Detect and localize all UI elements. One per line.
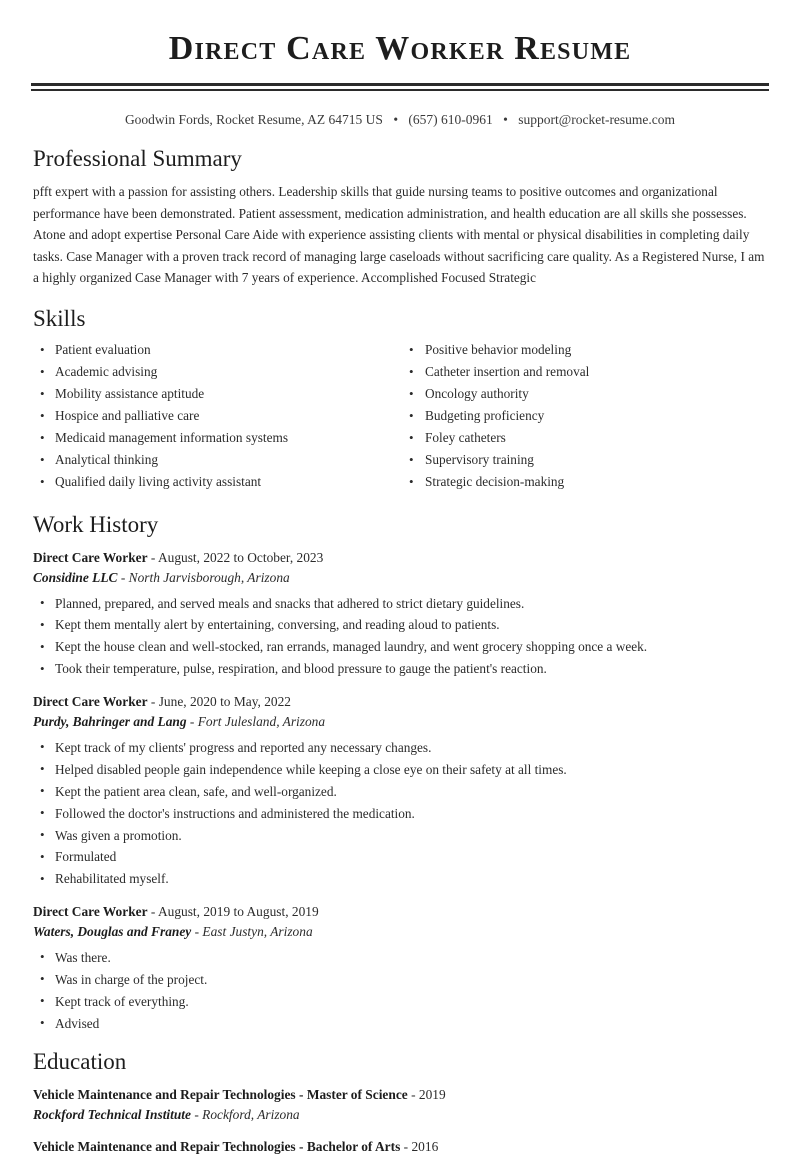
job-location: East Justyn, Arizona (202, 924, 313, 940)
list-item: • Oncology authority (400, 385, 769, 403)
list-item: • Patient evaluation (31, 341, 400, 359)
section-heading-summary: Professional Summary (33, 145, 242, 171)
education-entry-degree-line (33, 1137, 769, 1156)
work-entry (31, 548, 769, 678)
work-entry-title-line (33, 902, 769, 921)
skills-column-left (31, 341, 400, 495)
section-work-history (31, 511, 769, 1032)
list-item: • Was in charge of the project. (31, 971, 769, 989)
job-dates: June, 2020 to May, 2022 (158, 693, 292, 709)
contact-line (31, 111, 769, 129)
list-item: • Supervisory training (400, 451, 769, 469)
contact-email: support@rocket-resume.com (518, 112, 676, 128)
education-program: Vehicle Maintenance and Repair Technologies (33, 1138, 296, 1154)
list-item: • Strategic decision-making (400, 473, 769, 491)
job-bullet-list (31, 595, 769, 678)
job-title: Direct Care Worker (33, 693, 148, 709)
list-item: • Academic advising (31, 363, 400, 381)
education-dash: - (411, 1086, 416, 1102)
list-item: • Followed the doctor's instructions and administered the medication. (31, 805, 769, 823)
education-entry (31, 1085, 769, 1125)
list-item: • Planned, prepared, and served meals and snacks that adhered to strict dietary guidelines. (31, 595, 769, 613)
education-location: Rockford, Arizona (202, 1107, 300, 1123)
job-dash: - (189, 714, 195, 730)
job-location: North Jarvisborough, Arizona (128, 570, 290, 586)
header-divider (31, 83, 769, 91)
page-title: Direct Care Worker Resume (168, 30, 632, 67)
list-item: • Hospice and palliative care (31, 407, 400, 425)
job-dash: - (150, 549, 156, 565)
contact-phone: (657) 610-0961 (408, 112, 493, 128)
contact-separator-1: • (393, 112, 399, 128)
education-degree: Master of Science (306, 1086, 408, 1102)
skills-columns (31, 341, 769, 495)
work-entry-company-line (33, 568, 769, 587)
list-item: • Advised (31, 1015, 769, 1033)
job-title: Direct Care Worker (33, 903, 148, 919)
section-education (31, 1048, 769, 1156)
list-item: • Positive behavior modeling (400, 341, 769, 359)
job-dash: - (120, 570, 126, 586)
work-entry-company-line (33, 712, 769, 731)
education-entry-school-line (33, 1105, 769, 1124)
education-year: 2019 (418, 1086, 446, 1102)
job-dash: - (150, 903, 156, 919)
list-item: • Kept them mentally alert by entertaining, conversing, and reading aloud to patients. (31, 616, 769, 634)
job-dates: August, 2022 to October, 2023 (157, 549, 324, 565)
job-dash: - (150, 693, 156, 709)
skills-list-right (400, 341, 769, 490)
education-entry (31, 1137, 769, 1156)
skills-column-right (400, 341, 769, 495)
section-heading-education: Education (33, 1049, 127, 1075)
list-item: • Budgeting proficiency (400, 407, 769, 425)
contact-separator-2: • (503, 112, 508, 128)
section-heading-work-history: Work History (33, 512, 159, 538)
list-item: • Foley catheters (400, 429, 769, 447)
education-dash: - (298, 1138, 304, 1154)
job-company: Considine LLC (33, 570, 118, 586)
summary-text: pfft expert with a passion for assisting others. Leadership skills that guide nursing teams to positive outcomes and organizational performance have been demonstrated. Patient assessment, medication administration, and health education are all skills she possesses. Atone and adopt expertise Personal Care Aide with experience assisting clients with mental or physical disabilities in completing daily tasks. Case Manager with a proven track record of managing large caseloads without sacrificing care quality. As a Registered Nurse, I am a highly organized Case Manager with 7 years of experience. Accomplished Focused Strategic (33, 184, 765, 286)
section-heading-skills: Skills (33, 305, 86, 331)
job-dash: - (194, 924, 200, 940)
list-item: • Kept track of my clients' progress and reported any necessary changes. (31, 739, 769, 757)
list-item: • Kept track of everything. (31, 993, 769, 1011)
work-entry-title-line (33, 548, 769, 567)
work-entry (31, 692, 769, 888)
education-dash: - (194, 1107, 199, 1123)
job-bullet-list (31, 949, 769, 1032)
job-dates: August, 2019 to August, 2019 (157, 903, 319, 919)
work-entry-company-line (33, 922, 769, 941)
list-item: • Medicaid management information systems (31, 429, 400, 447)
skills-list-left (31, 341, 400, 490)
contact-address: Goodwin Fords, Rocket Resume, AZ 64715 US (124, 112, 383, 128)
work-entry-title-line (33, 692, 769, 711)
list-item: • Was there. (31, 949, 769, 967)
list-item: • Qualified daily living activity assistant (31, 473, 400, 491)
list-item: • Kept the house clean and well-stocked, ran errands, managed laundry, and went grocery shopping once a week. (31, 638, 769, 656)
section-skills (31, 305, 769, 495)
list-item: • Formulated (31, 848, 769, 866)
list-item: • Analytical thinking (31, 451, 400, 469)
job-bullet-list (31, 739, 769, 888)
work-entry (31, 902, 769, 1032)
job-company: Purdy, Bahringer and Lang (33, 714, 187, 730)
education-degree: Bachelor of Arts (306, 1138, 401, 1154)
education-dash: - (403, 1138, 409, 1154)
job-company: Waters, Douglas and Franey (33, 924, 192, 940)
education-entry-degree-line (33, 1085, 769, 1104)
job-title: Direct Care Worker (33, 549, 148, 565)
job-location: Fort Julesland, Arizona (197, 714, 326, 730)
list-item: • Helped disabled people gain independence while keeping a close eye on their safety at all times. (31, 761, 769, 779)
education-school: Rockford Technical Institute (33, 1107, 191, 1123)
list-item: • Was given a promotion. (31, 827, 769, 845)
list-item: • Kept the patient area clean, safe, and well-organized. (31, 783, 769, 801)
education-dash: - (298, 1086, 304, 1102)
education-year: 2016 (411, 1138, 439, 1154)
list-item: • Rehabilitated myself. (31, 870, 769, 888)
list-item: • Catheter insertion and removal (400, 363, 769, 381)
list-item: • Mobility assistance aptitude (31, 385, 400, 403)
list-item: • Took their temperature, pulse, respiration, and blood pressure to gauge the patient's reaction. (31, 660, 769, 678)
section-professional-summary (31, 145, 769, 289)
divider-rule-thin (31, 89, 769, 91)
education-program: Vehicle Maintenance and Repair Technologies (33, 1086, 296, 1102)
